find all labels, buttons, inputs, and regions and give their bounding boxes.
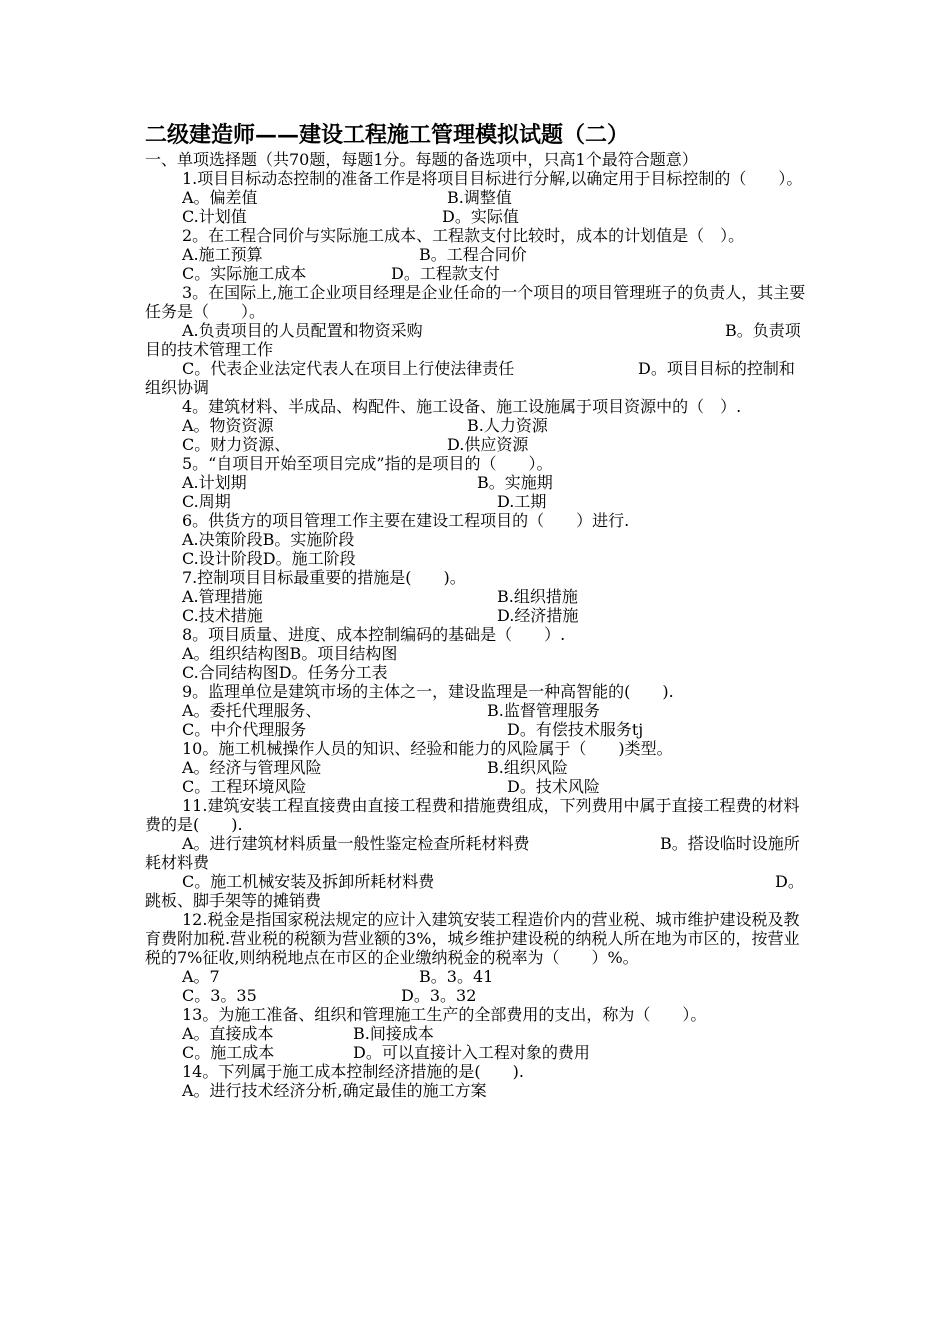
- option-c: C。施工成本: [182, 1043, 275, 1062]
- option-b: B。实施期: [477, 473, 553, 492]
- option-a: A。进行建筑材料质量一般性鉴定检查所耗材料费: [182, 834, 530, 853]
- option-c: C。施工机械安装及拆卸所耗材料费: [182, 872, 435, 891]
- option-row: [145, 1081, 810, 1100]
- option-b: B。搭设临时设施所耗材料费: [145, 834, 800, 872]
- page-title: 二级建造师——建设工程施工管理模拟试题（二）: [145, 122, 630, 148]
- option-row: [145, 530, 810, 549]
- option-row: [145, 720, 810, 739]
- option-b: B。负责项目的技术管理工作: [145, 321, 801, 359]
- option-a: A。直接成本: [182, 1024, 274, 1043]
- option-d: D。可以直接计入工程对象的费用: [353, 1043, 590, 1062]
- option-row: [145, 758, 810, 777]
- option-d: D。跳板、脚手架等的摊销费: [145, 872, 804, 910]
- option-ab: A.决策阶段B。实施阶段: [182, 530, 355, 549]
- option-c: C。实际施工成本: [182, 264, 307, 283]
- option-d: D。3。32: [401, 986, 477, 1005]
- option-a: A。偏差值: [182, 188, 258, 207]
- question-stem: 11.建筑安装工程直接费由直接工程费和措施费组成，下列费用中属于直接工程费的材料费的是( ).: [145, 796, 800, 834]
- option-row: [145, 207, 810, 226]
- option-a: A。7: [182, 967, 220, 986]
- option-a: A.施工预算: [182, 245, 263, 264]
- option-row: [145, 967, 810, 986]
- question-stem: 14。下列属于施工成本控制经济措施的是( ).: [182, 1062, 524, 1081]
- option-cd: C.设计阶段D。施工阶段: [182, 549, 356, 568]
- option-d: D。有偿技术服务tj: [507, 720, 644, 739]
- option-c: C。中介代理服务: [182, 720, 307, 739]
- option-row: [145, 549, 810, 568]
- option-c: C。财力资源、: [182, 435, 291, 454]
- option-row: [145, 777, 810, 796]
- question-stem: 5。“自项目开始至项目完成”指的是项目的（ ）。: [182, 454, 553, 473]
- option-row: [145, 986, 810, 1005]
- question-stem: 7.控制项目目标最重要的措施是( )。: [182, 568, 466, 587]
- option-a: A.管理措施: [182, 587, 263, 606]
- option-a: A。经济与管理风险: [182, 758, 322, 777]
- option-d: D。项目目标的控制和组织协调: [145, 359, 795, 397]
- section-intro: 一、单项选择题（共70题，每题1分。每题的备选项中，只高1个最符合题意）: [145, 150, 698, 169]
- option-d: D。技术风险: [507, 777, 600, 796]
- option-b: B.人力资源: [467, 416, 548, 435]
- option-b: B.间接成本: [353, 1024, 434, 1043]
- option-a: A.计划期: [182, 473, 247, 492]
- question-stem: 9。监理单位是建筑市场的主体之一，建设监理是一种高智能的( ).: [182, 682, 674, 701]
- option-c: C.周期: [182, 492, 231, 511]
- option-a: A.负责项目的人员配置和物资采购: [182, 321, 423, 340]
- document-body: [145, 120, 810, 1100]
- option-row: [145, 264, 810, 283]
- option-ab: A。组织结构图B。项目结构图: [182, 644, 398, 663]
- option-row: [145, 473, 810, 492]
- option-b: B.调整值: [447, 188, 512, 207]
- question-stem: 8。项目质量、进度、成本控制编码的基础是（ ）.: [182, 625, 566, 644]
- option-row: [145, 416, 810, 435]
- option-b: B。3。41: [419, 967, 494, 986]
- option-cd: C.合同结构图D。任务分工表: [182, 663, 388, 682]
- question-stem: 1.项目目标动态控制的准备工作是将项目目标进行分解,以确定用于目标控制的（ ）。: [182, 169, 803, 188]
- option-d: D.工期: [497, 492, 547, 511]
- option-a: A。委托代理服务、: [182, 701, 322, 720]
- option-d: D.供应资源: [447, 435, 529, 454]
- option-a: A。物资资源: [182, 416, 274, 435]
- option-row: [145, 1043, 810, 1062]
- question-stem: 10。施工机械操作人员的知识、经验和能力的风险属于（ )类型。: [182, 739, 673, 758]
- question-stem: 6。供货方的项目管理工作主要在建设工程项目的（ ）进行.: [182, 511, 630, 530]
- question-stem: 12.税金是指国家税法规定的应计入建筑安装工程造价内的营业税、城市维护建设税及教育费附加税.营业税的税额为营业额的3%，城乡维护建设税的纳税人所在地为市区的，按营业税的7%征收,则纳税地点在市区的企业缴纳税金的税率为（ ）%。: [145, 910, 800, 967]
- question-stem: 3。在国际上,施工企业项目经理是企业任命的一个项目的项目管理班子的负责人，其主要任务是（ ）。: [145, 283, 806, 321]
- question-stem: 4。建筑材料、半成品、构配件、施工设备、施工设施属于项目资源中的（ ）.: [182, 397, 742, 416]
- option-row: [145, 435, 810, 454]
- option-c: C。3。35: [182, 986, 257, 1005]
- option-b: B。工程合同价: [419, 245, 527, 264]
- option-a: A。进行技术经济分析,确定最佳的施工方案: [182, 1081, 487, 1100]
- option-row: [145, 644, 810, 663]
- option-c: C。代表企业法定代表人在项目上行使法律责任: [182, 359, 515, 378]
- option-d: D.经济措施: [497, 606, 579, 625]
- option-row: [145, 1024, 810, 1043]
- option-row: [145, 606, 810, 625]
- option-b: B.组织措施: [497, 587, 578, 606]
- question-stem: 2。在工程合同价与实际施工成本、工程款支付比较时，成本的计划值是（ ）。: [182, 226, 745, 245]
- option-row: [145, 701, 810, 720]
- option-c: C.计划值: [182, 207, 247, 226]
- option-d: D。实际值: [442, 207, 519, 226]
- option-c: C。工程环境风险: [182, 777, 307, 796]
- option-row: [145, 188, 810, 207]
- option-b: B.监督管理服务: [487, 701, 600, 720]
- option-row: [145, 245, 810, 264]
- option-b: B.组织风险: [487, 758, 568, 777]
- option-row: [145, 663, 810, 682]
- option-row: [145, 321, 810, 340]
- option-row: [145, 492, 810, 511]
- question-stem: 13。为施工准备、组织和管理施工生产的全部费用的支出，称为（ ）。: [182, 1005, 707, 1024]
- option-row: [145, 587, 810, 606]
- option-d: D。工程款支付: [391, 264, 500, 283]
- option-c: C.技术措施: [182, 606, 263, 625]
